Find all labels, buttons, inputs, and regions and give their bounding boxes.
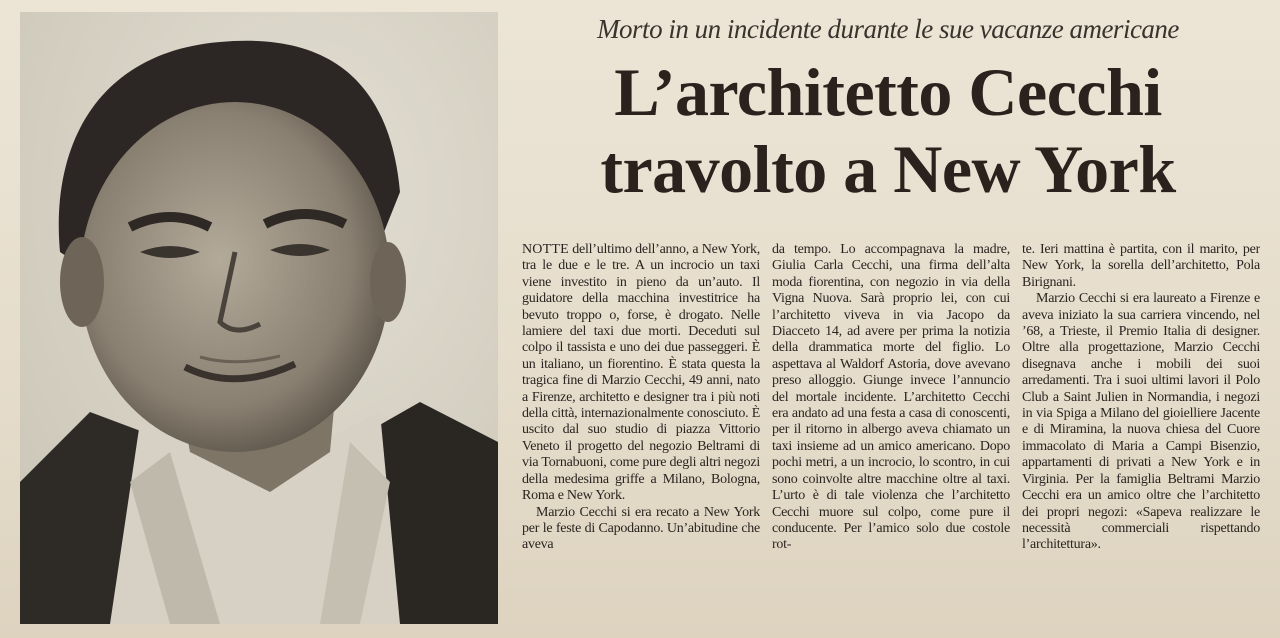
portrait-illustration (20, 12, 498, 624)
body-column-1 (522, 242, 760, 630)
body-column-3 (1022, 242, 1260, 630)
paragraph (1022, 291, 1260, 554)
paragraph-text: Marzio Cecchi si era recato a New York per le feste di Capodanno. Un’abitudine che aveva (522, 504, 760, 553)
body-column-2 (772, 242, 1010, 630)
headline-line-1: L’architetto Cecchi (614, 54, 1162, 130)
paragraph-text: dell’ultimo dell’anno, a New York, tra le due e le tre. A un incrocio un taxi viene investito in pieno da un’auto. Il guidatore della macchina investitrice ha bevuto troppo o, forse, è drogato. Nelle lamiere del taxi due morti. Deceduti sul colpo il tassista e uno dei due passeggeri. È un italiano, un fiorentino. È stata questa la tragica fine di Marzio Cecchi, 49 anni, nato a Firenze, architetto e designer tra i più noti della città, internazionalmente conosciuto. È uscito dal suo studio di piazza Vittorio Veneto il progetto del negozio Beltrami di via Tornabuoni, come pure degli altri negozi della medesima griffe a Milano, Bologna, Roma e New York. (522, 242, 760, 504)
headline-line-2: travolto a New York (600, 131, 1176, 207)
article-kicker: Morto in un incidente durante le sue vacanze americane (597, 14, 1179, 44)
article-body (522, 242, 1260, 630)
paragraph (522, 505, 760, 554)
article-headline (512, 52, 1264, 206)
portrait-photo (20, 12, 498, 624)
paragraph-text: da tempo. Lo accompagnava la madre, Giulia Carla Cecchi, una firma dell’alta moda fiorentina, con negozio in via della Vigna Nuova. Sarà proprio lei, con cui l’architetto viveva in via Jacopo da Diacceto 14, ad avere per prima la notizia della drammatica morte del figlio. Lo aspettava al Waldorf Astoria, dove avevano preso alloggio. Giunge invece l’annuncio del mortale incidente. L’architetto Cecchi era andato ad una festa a casa di conoscenti, per il ritorno in albergo aveva chiamato un taxi insieme ad un amico americano. Dopo pochi metri, a un incrocio, lo scontro, in cui sono coinvolte altre macchine oltre al taxi. L’urto è di tale violenza che l’architetto Cecchi muore sul colpo, come pure il conducente. Per l’amico solo due costole rot- (772, 242, 1010, 553)
paragraph-text: te. Ieri mattina è partita, con il marito, per New York, la sorella dell’architetto, Pola Birignani. (1022, 242, 1260, 290)
paragraph (522, 242, 760, 505)
paragraph (772, 242, 1010, 554)
lead-word: NOTTE (522, 242, 569, 257)
paragraph-text: Marzio Cecchi si era laureato a Firenze e aveva iniziato la sua carriera vincendo, nel ’68, a Trieste, il Premio Italia di designer. Oltre alla progettazione, Marzio Cecchi disegnava anche i mobili dei suoi arredamenti. Tra i suoi ultimi lavori il Polo Club a Saint Julien in Normandia, i negozi in via Spiga a Milano del gioielliere Jacente e di Miramina, la nuova chiesa del Cuore immacolato di Maria a Campi Bisenzio, appartamenti di privati a New York e in Virginia. Per la famiglia Beltrami Marzio Cecchi era un amico oltre che l’architetto dei propri negozi: «Sapeva realizzare le necessità commerciali rispettando l’architettura». (1022, 291, 1260, 553)
paragraph (1022, 242, 1260, 291)
